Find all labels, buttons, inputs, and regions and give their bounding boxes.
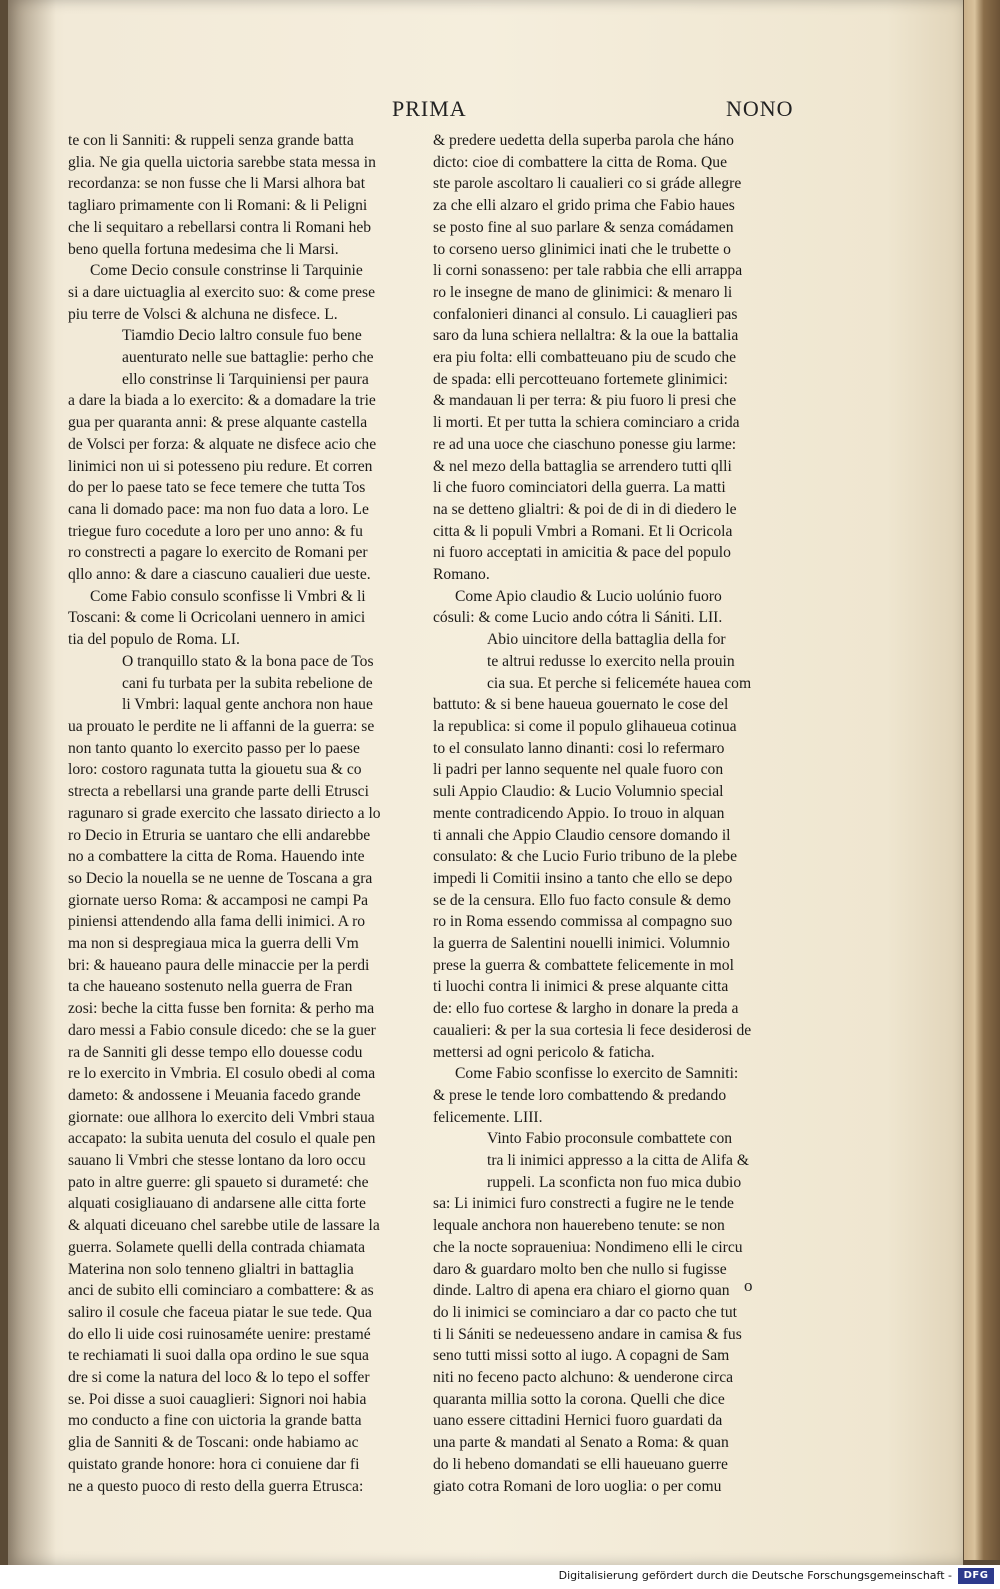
- text-line: daro & guardaro molto ben che nullo si fugisse: [433, 1260, 727, 1278]
- text-line: cósuli: & come Lucio ando cótra li Sániti. LII.: [433, 609, 723, 627]
- text-line: de spada: elli percotteuano fortemete glinimici:: [433, 370, 728, 388]
- text-line: citta & li populi Vmbri a Romani. Et li Ocricola: [433, 522, 733, 540]
- text-line: ni fuoro acceptati in amicitia & pace del populo: [433, 544, 731, 562]
- text-line: no a combattere la citta de Roma. Hauendo inte: [68, 848, 365, 866]
- text-line: sa: Li inimici furo constrecti a fugire ne le tende: [433, 1195, 734, 1213]
- text-line: Come Decio consule constrinse li Tarquinie: [90, 262, 363, 280]
- text-line: daro messi a Fabio consule dicedo: che se la guer: [68, 1021, 376, 1039]
- text-line: Tiamdio Decio laltro consule fuo bene: [122, 327, 362, 345]
- text-line: se de la censura. Ello fuo facto consule & demo: [433, 891, 731, 909]
- text-line: ti annali che Appio Claudio censore domando il: [433, 826, 731, 844]
- text-line: uano essere cittadini Hernici fuoro guardati da: [433, 1412, 723, 1430]
- text-line: pato in altre guerre: gli spaueto si durameté: che: [68, 1173, 369, 1191]
- text-line: accapato: la subita uenuta del cosulo el quale pen: [68, 1130, 376, 1148]
- text-line: na se detteno glialtri: & poi de di in di diedero le: [433, 500, 737, 518]
- text-line: li che fuoro cominciatori della guerra. La matti: [433, 479, 726, 497]
- text-line: dameto: & andossene i Meuania facedo grande: [68, 1086, 361, 1104]
- text-line: & alquati diceuano chel sarebbe utile de lassare la: [68, 1217, 380, 1235]
- text-line: caualieri: & per la sua cortesia li fece desiderosi de: [433, 1021, 752, 1039]
- text-line: so Decio la nouella se ne uenne de Toscana a gra: [68, 869, 373, 887]
- text-line: giornate: oue allhora lo exercito deli Vmbri staua: [68, 1108, 375, 1126]
- text-line: non tanto quanto lo exercito passo per lo paese: [68, 739, 360, 757]
- text-line: do per lo paese tato se fece temere che tutta Tos: [68, 479, 366, 497]
- text-line: ragunaro si grade exercito che lassato diriecto a lo: [68, 804, 381, 822]
- text-line: tia del populo de Roma. LI.: [68, 631, 240, 649]
- text-line: li morti. Et per tutta la schiera cominciaro a crida: [433, 414, 740, 432]
- text-line: saro da luna schiera nellaltra: & la oue la battalia: [433, 327, 739, 345]
- text-line: niti no feceno pacto alchuno: & uenderone circa: [433, 1369, 734, 1387]
- text-line: auenturato nelle sue battaglie: perho che: [122, 349, 374, 367]
- text-line: glia. Ne gia quella uictoria sarebbe stata messa in: [68, 153, 376, 171]
- text-line: te altrui redusse lo exercito nella prouin: [487, 652, 735, 670]
- text-line: Come Fabio consulo sconfisse li Vmbri & li: [90, 587, 366, 605]
- text-line: li padri per lanno sequente nel quale fuoro con: [433, 761, 724, 779]
- text-line: Come Apio claudio & Lucio uolúnio fuoro: [455, 587, 722, 605]
- text-line: lequale anchora non hauerebeno tenute: se non: [433, 1217, 725, 1235]
- text-line: suli Appio Claudio: & Lucio Volumnio special: [433, 783, 724, 801]
- text-line: Materina non solo tenneno glialtri in battaglia: [68, 1260, 354, 1278]
- text-line: strecta a rebellarsi una grande parte delli Etrusci: [68, 783, 369, 801]
- text-line: do li hebeno domandati se elli haueuano guerre: [433, 1455, 728, 1473]
- text-line: giato cotra Romani de loro uoglia: o per comu: [433, 1477, 722, 1495]
- text-line: si a dare uictuaglia al exercito suo: & come prese: [68, 283, 375, 301]
- text-line: piu terre de Volsci & alchuna ne disfece. L.: [68, 305, 338, 323]
- text-line: quistato grande honore: hora ci conuiene dar fi: [68, 1455, 360, 1473]
- text-line: ello constrinse li Tarquiniensi per paura: [122, 370, 369, 388]
- text-line: giornate uerso Roma: & accamposi ne campi Pa: [68, 891, 369, 909]
- text-line: felicemente. LIII.: [433, 1108, 543, 1126]
- text-line: Vinto Fabio proconsule combattete con: [487, 1130, 733, 1148]
- text-line: qllo anno: & dare a ciascuno caualieri due ueste.: [68, 566, 371, 584]
- gutter-shadow: [8, 0, 56, 1565]
- text-line: ro in Roma essendo commissa al compagno suo: [433, 913, 733, 931]
- text-line: & predere uedetta della superba parola che háno: [433, 132, 734, 149]
- text-line: alquati cosigliauano di andarsene alle citta forte: [68, 1195, 366, 1213]
- running-head-left: PRIMA: [392, 96, 467, 121]
- text-line: ma non si despregiaua mica la guerra delli Vm: [68, 935, 359, 953]
- signature-mark: o: [744, 1276, 753, 1295]
- text-line: quaranta millia sotto la corona. Quelli che dice: [433, 1390, 725, 1408]
- text-line: se. Poi disse a suoi cauaglieri: Signori noi habia: [68, 1390, 367, 1408]
- text-line: & mandauan li per terra: & piu fuoro li presi che: [433, 392, 737, 410]
- text-line: linimici non ui si potesseno piu redure. Et corren: [68, 457, 373, 475]
- text-line: dicto: cioe di combattere la citta de Roma. Que: [433, 153, 728, 171]
- text-line: cia sua. Et perche si feliceméte hauea com: [487, 674, 752, 692]
- text-line: ste parole ascoltaro li caualieri co si gráde allegre: [433, 175, 742, 193]
- text-column-right: [433, 130, 785, 1497]
- text-line: to corseno uerso glinimici inati che le trubette o: [433, 240, 731, 258]
- text-line: bri: & haueano paura delle minaccie per la perdi: [68, 956, 370, 974]
- text-line: re ad una uoce che ciaschuno ponesse giu larme:: [433, 435, 737, 453]
- text-line: la guerra de Salentini nouelli inimici. Volumnio: [433, 935, 730, 953]
- text-line: dinde. Laltro di apena era chiaro el giorno quan: [433, 1282, 730, 1300]
- book-page: [8, 0, 963, 1565]
- text-line: tagliaro primamente con li Romani: & li Peligni: [68, 197, 368, 215]
- text-line: te con li Sanniti: & ruppeli senza grande batta: [68, 132, 354, 149]
- text-line: tra li inimici appresso a la citta de Alifa &: [487, 1152, 749, 1170]
- text-line: era piu folta: elli combatteuano piu de scudo che: [433, 349, 737, 367]
- text-line: piniensi attendendo alla fama delli inimici. A ro: [68, 913, 366, 931]
- dfg-logo: DFG: [958, 1568, 994, 1584]
- text-line: za che elli alzaro el grido prima che Fabio haues: [433, 197, 735, 215]
- text-line: loro: costoro ragunata tutta la giouetu sua & co: [68, 761, 362, 779]
- text-line: mo conducto a fine con uictoria la grande batta: [68, 1412, 362, 1430]
- text-line: gua per quaranta anni: & prese alquante castella: [68, 414, 368, 432]
- text-line: de Volsci per forza: & alquate ne disfece acio che: [68, 435, 377, 453]
- text-line: se posto fine al suo parlare & senza comádamen: [433, 218, 734, 236]
- text-line: Toscani: & come li Ocricolani uennero in amici: [68, 609, 366, 627]
- text-line: to el consulato lanno dinanti: cosi lo refermaro: [433, 739, 725, 757]
- text-line: ti luochi contra li inimici & prese alquante citta: [433, 978, 729, 996]
- text-line: ti li Sániti se nedeuesseno andare in camisa & fus: [433, 1325, 742, 1343]
- running-head-right: NONO: [726, 96, 794, 121]
- text-line: & nel mezo della battaglia se arrendero tutti qlli: [433, 457, 732, 475]
- text-line: la republica: si come il populo glihaueua cotinua: [433, 717, 737, 735]
- text-line: glia de Sanniti & de Toscani: onde habiamo ac: [68, 1434, 359, 1452]
- text-line: anci de subito elli cominciaro a combattere: & as: [68, 1282, 374, 1300]
- text-line: seno tutti missi sotto al iugo. A copagni de Sam: [433, 1347, 730, 1365]
- text-line: li Vmbri: laqual gente anchora non haue: [122, 696, 373, 714]
- text-line: ruppeli. La sconficta non fuo mica dubio: [487, 1173, 742, 1191]
- text-line: dre si come la natura del loco & lo tepo el soffer: [68, 1369, 370, 1387]
- text-line: ta che haueano sostenuto nella guerra de Fran: [68, 978, 353, 996]
- text-line: li corni sonasseno: per tale rabbia che elli arrappa: [433, 262, 743, 280]
- text-line: che li sequitaro a rebellarsi contra li Romani heb: [68, 218, 372, 236]
- text-line: cani fu turbata per la subita rebelione de: [122, 674, 373, 692]
- text-column-left: [68, 130, 420, 1497]
- text-line: cana li domado pace: ma non fuo data a loro. Le: [68, 500, 369, 518]
- text-line: a dare la biada a lo exercito: & a domadare la trie: [68, 392, 376, 410]
- digitization-footer: [0, 1565, 1000, 1589]
- text-line: ro constrecti a pagare lo exercito de Romani per: [68, 544, 368, 562]
- text-line: mettersi ad ogni pericolo & faticha.: [433, 1043, 655, 1061]
- text-line: zosi: beche la citta fusse ben fornita: & perho ma: [68, 1000, 375, 1018]
- text-line: recordanza: se non fusse che li Marsi alhora bat: [68, 175, 366, 193]
- text-line: battuto: & si bene haueua gouernato le cose del: [433, 696, 729, 714]
- text-line: de: ello fuo cortese & largho in donare la preda a: [433, 1000, 739, 1018]
- text-line: impedi li Comitii insino a tanto che ello se depo: [433, 869, 733, 887]
- text-line: Romano.: [433, 566, 490, 584]
- text-line: ro le insegne de mano de glinimici: & menaro li: [433, 283, 733, 301]
- text-line: consulato: & che Lucio Furio tribuno de la plebe: [433, 848, 738, 866]
- text-line: che la nocte sopraueniua: Nondimeno elli le circu: [433, 1238, 743, 1256]
- text-line: do ello li uide cosi ruinosaméte uenire: prestamé: [68, 1325, 371, 1343]
- text-line: re lo exercito in Vmbria. El cosulo obedi al coma: [68, 1065, 376, 1083]
- text-line: mente contradicendo Appio. Io trouo in alquan: [433, 804, 725, 822]
- text-line: do li inimici se cominciaro a dar co pacto che tut: [433, 1303, 737, 1321]
- text-line: Come Fabio sconfisse lo exercito de Samniti:: [455, 1065, 739, 1083]
- text-line: una parte & mandati al Senato a Roma: & quan: [433, 1434, 729, 1452]
- text-line: Abio uincitore della battaglia della for: [487, 631, 726, 649]
- text-line: confalonieri dinanci al consulo. Li cauaglieri pas: [433, 305, 738, 323]
- text-line: saliro il cosule che faceua piatar le sue tede. Qua: [68, 1303, 372, 1321]
- book-page-edges: [964, 0, 1000, 1560]
- text-line: ua prouato le perdite ne li affanni de la guerra: se: [68, 717, 375, 735]
- text-line: triegue furo cocedute a loro per uno anno: & fu: [68, 522, 363, 540]
- text-line: & prese le tende loro combattendo & predando: [433, 1086, 727, 1104]
- text-line: te rechiamati li suoi dalla opa ordino le sue squa: [68, 1347, 369, 1365]
- text-line: sauano li Vmbri che stesse lontano da loro occu: [68, 1152, 366, 1170]
- text-line: ne a questo puoco di resto della guerra Etrusca:: [68, 1477, 364, 1495]
- text-line: guerra. Solamete quelli della contrada chiamata: [68, 1238, 366, 1256]
- text-line: O tranquillo stato & la bona pace de Tos: [122, 652, 374, 670]
- text-line: prese la guerra & combattete felicemente in mol: [433, 956, 734, 974]
- text-line: ra de Sanniti gli desse tempo ello douesse codu: [68, 1043, 363, 1061]
- text-line: ro Decio in Etruria se uantaro che elli andarebbe: [68, 826, 371, 844]
- footer-credit: Digitalisierung gefördert durch die Deutsche Forschungsgemeinschaft -: [558, 1569, 952, 1582]
- text-line: beno quella fortuna medesima che li Marsi.: [68, 240, 339, 258]
